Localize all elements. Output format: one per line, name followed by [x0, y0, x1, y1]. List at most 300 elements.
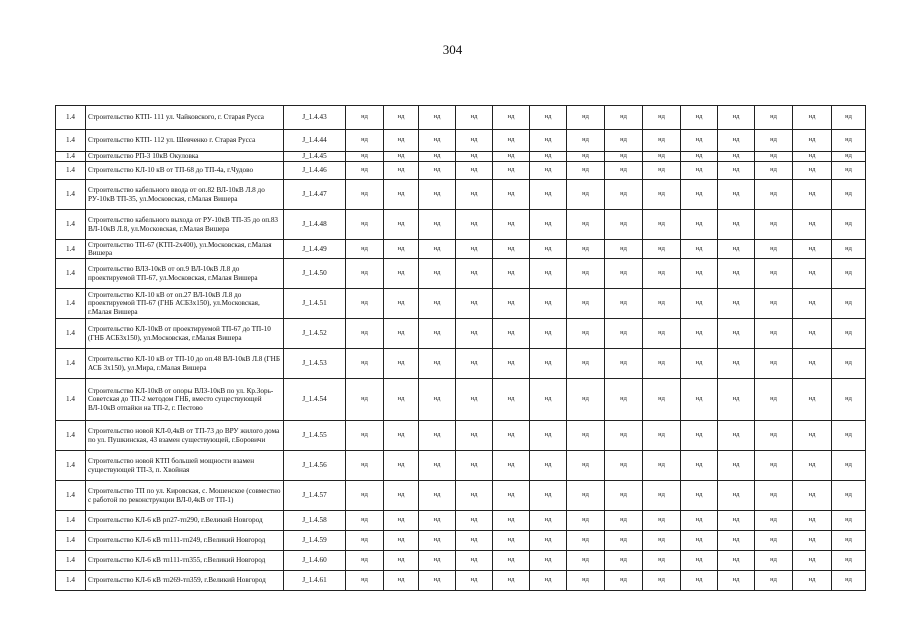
- value-cell: нд: [605, 210, 643, 240]
- section-cell: 1.4: [56, 531, 86, 551]
- value-cell: нд: [419, 349, 456, 379]
- value-cell: нд: [384, 551, 419, 571]
- value-cell: нд: [681, 106, 718, 130]
- value-cell: нд: [493, 289, 530, 319]
- value-cell: нд: [346, 240, 384, 259]
- value-cell: нд: [567, 421, 605, 451]
- value-cell: нд: [456, 349, 493, 379]
- table-row: [56, 511, 866, 531]
- value-cell: нд: [793, 531, 832, 551]
- value-cell: нд: [718, 421, 755, 451]
- project-code-cell: J_1.4.45: [284, 152, 346, 162]
- value-cell: нд: [643, 152, 681, 162]
- value-cell: нд: [681, 481, 718, 511]
- value-cell: нд: [832, 259, 866, 289]
- value-cell: нд: [605, 319, 643, 349]
- value-cell: нд: [605, 531, 643, 551]
- value-cell: нд: [718, 259, 755, 289]
- value-cell: нд: [346, 106, 384, 130]
- value-cell: нд: [681, 289, 718, 319]
- value-cell: нд: [346, 511, 384, 531]
- project-code-cell: J_1.4.61: [284, 571, 346, 591]
- value-cell: нд: [605, 511, 643, 531]
- section-cell: 1.4: [56, 511, 86, 531]
- value-cell: нд: [530, 531, 567, 551]
- value-cell: нд: [567, 379, 605, 421]
- value-cell: нд: [718, 349, 755, 379]
- value-cell: нд: [493, 162, 530, 180]
- value-cell: нд: [346, 130, 384, 152]
- value-cell: нд: [793, 106, 832, 130]
- value-cell: нд: [643, 259, 681, 289]
- value-cell: нд: [346, 152, 384, 162]
- value-cell: нд: [718, 531, 755, 551]
- project-code-cell: J_1.4.48: [284, 210, 346, 240]
- project-name-cell: Строительство КЛ-10 кВ от ТП-10 до оп.48 ВЛ-10кВ Л.8 (ГНБ АСБ 3х150), ул.Мира, г.Малая Вишера: [86, 349, 284, 379]
- value-cell: нд: [755, 421, 793, 451]
- project-name-cell: Строительство ТП-67 (КТП-2х400), ул.Московская, г.Малая Вишера: [86, 240, 284, 259]
- value-cell: нд: [605, 481, 643, 511]
- section-cell: 1.4: [56, 130, 86, 152]
- table-row: [56, 571, 866, 591]
- value-cell: нд: [681, 130, 718, 152]
- value-cell: нд: [346, 451, 384, 481]
- value-cell: нд: [793, 259, 832, 289]
- value-cell: нд: [493, 210, 530, 240]
- value-cell: нд: [456, 240, 493, 259]
- value-cell: нд: [456, 289, 493, 319]
- value-cell: нд: [384, 130, 419, 152]
- section-cell: 1.4: [56, 152, 86, 162]
- value-cell: нд: [718, 481, 755, 511]
- value-cell: нд: [755, 319, 793, 349]
- value-cell: нд: [832, 289, 866, 319]
- value-cell: нд: [793, 511, 832, 531]
- value-cell: нд: [832, 481, 866, 511]
- project-code-cell: J_1.4.43: [284, 106, 346, 130]
- value-cell: нд: [530, 162, 567, 180]
- project-code-cell: J_1.4.57: [284, 481, 346, 511]
- table-row: [56, 349, 866, 379]
- value-cell: нд: [567, 162, 605, 180]
- value-cell: нд: [530, 240, 567, 259]
- value-cell: нд: [456, 319, 493, 349]
- table-row: [56, 481, 866, 511]
- value-cell: нд: [643, 162, 681, 180]
- value-cell: нд: [419, 162, 456, 180]
- value-cell: нд: [456, 259, 493, 289]
- value-cell: нд: [718, 210, 755, 240]
- value-cell: нд: [681, 319, 718, 349]
- value-cell: нд: [718, 180, 755, 210]
- value-cell: нд: [567, 210, 605, 240]
- table-body: [56, 106, 866, 591]
- value-cell: нд: [567, 451, 605, 481]
- value-cell: нд: [681, 210, 718, 240]
- value-cell: нд: [567, 571, 605, 591]
- value-cell: нд: [755, 571, 793, 591]
- value-cell: нд: [832, 180, 866, 210]
- value-cell: нд: [456, 531, 493, 551]
- value-cell: нд: [419, 551, 456, 571]
- table-row: [56, 289, 866, 319]
- value-cell: нд: [456, 451, 493, 481]
- table-row: [56, 180, 866, 210]
- section-cell: 1.4: [56, 551, 86, 571]
- value-cell: нд: [793, 379, 832, 421]
- value-cell: нд: [755, 379, 793, 421]
- value-cell: нд: [832, 162, 866, 180]
- value-cell: нд: [530, 511, 567, 531]
- value-cell: нд: [346, 349, 384, 379]
- value-cell: нд: [605, 451, 643, 481]
- project-name-cell: Строительство КЛ-6 кВ рп27-тп290, г.Великий Новгород: [86, 511, 284, 531]
- value-cell: нд: [793, 451, 832, 481]
- section-cell: 1.4: [56, 319, 86, 349]
- value-cell: нд: [346, 571, 384, 591]
- value-cell: нд: [530, 349, 567, 379]
- value-cell: нд: [643, 289, 681, 319]
- section-cell: 1.4: [56, 349, 86, 379]
- value-cell: нд: [681, 152, 718, 162]
- value-cell: нд: [530, 289, 567, 319]
- value-cell: нд: [567, 180, 605, 210]
- value-cell: нд: [643, 319, 681, 349]
- value-cell: нд: [681, 551, 718, 571]
- value-cell: нд: [384, 106, 419, 130]
- value-cell: нд: [567, 152, 605, 162]
- value-cell: нд: [384, 481, 419, 511]
- value-cell: нд: [755, 152, 793, 162]
- table-row: [56, 451, 866, 481]
- value-cell: нд: [530, 421, 567, 451]
- value-cell: нд: [419, 531, 456, 551]
- value-cell: нд: [755, 289, 793, 319]
- value-cell: нд: [605, 289, 643, 319]
- value-cell: нд: [384, 511, 419, 531]
- value-cell: нд: [530, 180, 567, 210]
- value-cell: нд: [793, 421, 832, 451]
- value-cell: нд: [346, 289, 384, 319]
- value-cell: нд: [793, 571, 832, 591]
- value-cell: нд: [643, 421, 681, 451]
- value-cell: нд: [384, 152, 419, 162]
- value-cell: нд: [493, 451, 530, 481]
- value-cell: нд: [681, 511, 718, 531]
- value-cell: нд: [832, 451, 866, 481]
- value-cell: нд: [419, 180, 456, 210]
- value-cell: нд: [493, 106, 530, 130]
- value-cell: нд: [384, 451, 419, 481]
- project-name-cell: Строительство КЛ-10кВ от проектируемой ТП-67 до ТП-10 (ГНБ АСБ3х150), ул.Московская, г.Малая Вишера: [86, 319, 284, 349]
- value-cell: нд: [384, 379, 419, 421]
- value-cell: нд: [493, 511, 530, 531]
- project-code-cell: J_1.4.59: [284, 531, 346, 551]
- value-cell: нд: [456, 481, 493, 511]
- value-cell: нд: [643, 379, 681, 421]
- value-cell: нд: [493, 319, 530, 349]
- value-cell: нд: [567, 349, 605, 379]
- project-name-cell: Строительство КТП- 111 ул. Чайковского, г. Старая Русса: [86, 106, 284, 130]
- value-cell: нд: [346, 210, 384, 240]
- value-cell: нд: [456, 130, 493, 152]
- value-cell: нд: [643, 130, 681, 152]
- value-cell: нд: [456, 210, 493, 240]
- value-cell: нд: [718, 319, 755, 349]
- value-cell: нд: [530, 481, 567, 511]
- value-cell: нд: [605, 130, 643, 152]
- table-row: [56, 421, 866, 451]
- value-cell: нд: [832, 152, 866, 162]
- value-cell: нд: [346, 531, 384, 551]
- project-name-cell: Строительство кабельного выхода от РУ-10кВ ТП-35 до оп.83 ВЛ-10кВ Л.8, ул.Московская, г.Малая Вишера: [86, 210, 284, 240]
- value-cell: нд: [346, 379, 384, 421]
- project-code-cell: J_1.4.58: [284, 511, 346, 531]
- value-cell: нд: [384, 531, 419, 551]
- value-cell: нд: [755, 162, 793, 180]
- value-cell: нд: [384, 571, 419, 591]
- value-cell: нд: [605, 106, 643, 130]
- value-cell: нд: [832, 551, 866, 571]
- section-cell: 1.4: [56, 210, 86, 240]
- value-cell: нд: [755, 451, 793, 481]
- value-cell: нд: [643, 481, 681, 511]
- value-cell: нд: [718, 240, 755, 259]
- value-cell: нд: [832, 106, 866, 130]
- value-cell: нд: [605, 152, 643, 162]
- value-cell: нд: [755, 259, 793, 289]
- value-cell: нд: [567, 240, 605, 259]
- project-name-cell: Строительство КЛ-6 кВ тп111-тп249, г.Великий Новгород: [86, 531, 284, 551]
- value-cell: нд: [793, 152, 832, 162]
- value-cell: нд: [643, 511, 681, 531]
- value-cell: нд: [456, 162, 493, 180]
- value-cell: нд: [384, 180, 419, 210]
- project-name-cell: Строительство кабельного ввода от оп.82 ВЛ-10кВ Л.8 до РУ-10кВ ТП-35, ул.Московская, г.Малая Вишера: [86, 180, 284, 210]
- value-cell: нд: [419, 130, 456, 152]
- table-row: [56, 259, 866, 289]
- value-cell: нд: [346, 180, 384, 210]
- value-cell: нд: [643, 106, 681, 130]
- value-cell: нд: [681, 421, 718, 451]
- value-cell: нд: [718, 106, 755, 130]
- project-code-cell: J_1.4.60: [284, 551, 346, 571]
- value-cell: нд: [567, 551, 605, 571]
- table-row: [56, 240, 866, 259]
- section-cell: 1.4: [56, 162, 86, 180]
- value-cell: нд: [419, 259, 456, 289]
- value-cell: нд: [755, 511, 793, 531]
- value-cell: нд: [832, 511, 866, 531]
- value-cell: нд: [530, 106, 567, 130]
- value-cell: нд: [605, 551, 643, 571]
- value-cell: нд: [793, 210, 832, 240]
- value-cell: нд: [793, 289, 832, 319]
- value-cell: нд: [718, 379, 755, 421]
- value-cell: нд: [832, 531, 866, 551]
- value-cell: нд: [832, 349, 866, 379]
- value-cell: нд: [718, 511, 755, 531]
- value-cell: нд: [605, 162, 643, 180]
- project-code-cell: J_1.4.55: [284, 421, 346, 451]
- project-name-cell: Строительство РП-3 10кВ Окуловка: [86, 152, 284, 162]
- value-cell: нд: [681, 571, 718, 591]
- value-cell: нд: [419, 106, 456, 130]
- value-cell: нд: [718, 152, 755, 162]
- value-cell: нд: [530, 571, 567, 591]
- value-cell: нд: [384, 349, 419, 379]
- project-code-cell: J_1.4.50: [284, 259, 346, 289]
- section-cell: 1.4: [56, 451, 86, 481]
- value-cell: нд: [755, 551, 793, 571]
- value-cell: нд: [793, 319, 832, 349]
- table-row: [56, 379, 866, 421]
- value-cell: нд: [681, 259, 718, 289]
- value-cell: нд: [493, 180, 530, 210]
- section-cell: 1.4: [56, 481, 86, 511]
- value-cell: нд: [384, 162, 419, 180]
- value-cell: нд: [718, 162, 755, 180]
- value-cell: нд: [755, 240, 793, 259]
- table-row: [56, 162, 866, 180]
- value-cell: нд: [832, 210, 866, 240]
- value-cell: нд: [755, 180, 793, 210]
- value-cell: нд: [605, 571, 643, 591]
- value-cell: нд: [605, 349, 643, 379]
- section-cell: 1.4: [56, 571, 86, 591]
- value-cell: нд: [605, 240, 643, 259]
- value-cell: нд: [530, 379, 567, 421]
- value-cell: нд: [832, 379, 866, 421]
- value-cell: нд: [456, 180, 493, 210]
- value-cell: нд: [718, 571, 755, 591]
- project-name-cell: Строительство КЛ-10 кВ от оп.27 ВЛ-10кВ Л.8 до проектируемой ТП-67 (ГНБ АСБ3х150), ул.Московская, г.Малая Вишера: [86, 289, 284, 319]
- value-cell: нд: [493, 421, 530, 451]
- value-cell: нд: [755, 130, 793, 152]
- value-cell: нд: [718, 130, 755, 152]
- value-cell: нд: [643, 571, 681, 591]
- value-cell: нд: [456, 106, 493, 130]
- value-cell: нд: [793, 130, 832, 152]
- value-cell: нд: [530, 152, 567, 162]
- value-cell: нд: [643, 240, 681, 259]
- value-cell: нд: [793, 349, 832, 379]
- value-cell: нд: [419, 319, 456, 349]
- value-cell: нд: [456, 511, 493, 531]
- value-cell: нд: [755, 106, 793, 130]
- value-cell: нд: [643, 551, 681, 571]
- project-code-cell: J_1.4.52: [284, 319, 346, 349]
- section-cell: 1.4: [56, 289, 86, 319]
- value-cell: нд: [530, 130, 567, 152]
- value-cell: нд: [384, 210, 419, 240]
- project-code-cell: J_1.4.49: [284, 240, 346, 259]
- value-cell: нд: [567, 319, 605, 349]
- value-cell: нд: [419, 210, 456, 240]
- value-cell: нд: [681, 240, 718, 259]
- value-cell: нд: [419, 481, 456, 511]
- value-cell: нд: [493, 259, 530, 289]
- project-name-cell: Строительство новой КЛ-0,4кВ от ТП-73 до ВРУ жилого дома по ул. Пушкинская, 43 взамен существующей, г.Боровичи: [86, 421, 284, 451]
- value-cell: нд: [493, 152, 530, 162]
- value-cell: нд: [456, 421, 493, 451]
- value-cell: нд: [718, 451, 755, 481]
- table-row: [56, 531, 866, 551]
- value-cell: нд: [832, 571, 866, 591]
- table-row: [56, 319, 866, 349]
- value-cell: нд: [832, 319, 866, 349]
- value-cell: нд: [493, 379, 530, 421]
- section-cell: 1.4: [56, 240, 86, 259]
- value-cell: нд: [384, 319, 419, 349]
- section-cell: 1.4: [56, 379, 86, 421]
- value-cell: нд: [419, 289, 456, 319]
- value-cell: нд: [419, 379, 456, 421]
- project-name-cell: Строительство КТП- 112 ул. Шевченко г. Старая Русса: [86, 130, 284, 152]
- section-cell: 1.4: [56, 106, 86, 130]
- section-cell: 1.4: [56, 180, 86, 210]
- project-code-cell: J_1.4.47: [284, 180, 346, 210]
- table-row: [56, 210, 866, 240]
- value-cell: нд: [567, 259, 605, 289]
- project-code-cell: J_1.4.51: [284, 289, 346, 319]
- table-row: [56, 551, 866, 571]
- project-name-cell: Строительство КЛ-6 кВ тп111-тп355, г.Великий Новгород: [86, 551, 284, 571]
- value-cell: нд: [567, 531, 605, 551]
- value-cell: нд: [346, 481, 384, 511]
- value-cell: нд: [384, 240, 419, 259]
- value-cell: нд: [530, 451, 567, 481]
- section-cell: 1.4: [56, 259, 86, 289]
- value-cell: нд: [456, 551, 493, 571]
- value-cell: нд: [493, 551, 530, 571]
- value-cell: нд: [419, 451, 456, 481]
- value-cell: нд: [681, 349, 718, 379]
- value-cell: нд: [681, 379, 718, 421]
- value-cell: нд: [493, 349, 530, 379]
- value-cell: нд: [793, 180, 832, 210]
- section-cell: 1.4: [56, 421, 86, 451]
- value-cell: нд: [346, 421, 384, 451]
- value-cell: нд: [493, 481, 530, 511]
- table-row: [56, 106, 866, 130]
- value-cell: нд: [643, 349, 681, 379]
- value-cell: нд: [346, 551, 384, 571]
- value-cell: нд: [643, 531, 681, 551]
- value-cell: нд: [755, 531, 793, 551]
- value-cell: нд: [530, 319, 567, 349]
- project-code-cell: J_1.4.54: [284, 379, 346, 421]
- value-cell: нд: [718, 551, 755, 571]
- value-cell: нд: [419, 571, 456, 591]
- project-name-cell: Строительство КЛ-10кВ от опоры ВЛЗ-10кВ по ул. Кр.Зорь-Советская до ТП-2 методом ГНБ, вместо существующей ВЛ-10кВ отпайки на ТП-2, г. Пестово: [86, 379, 284, 421]
- value-cell: нд: [456, 379, 493, 421]
- value-cell: нд: [793, 240, 832, 259]
- value-cell: нд: [832, 130, 866, 152]
- value-cell: нд: [643, 451, 681, 481]
- value-cell: нд: [493, 571, 530, 591]
- value-cell: нд: [755, 349, 793, 379]
- value-cell: нд: [718, 289, 755, 319]
- value-cell: нд: [384, 259, 419, 289]
- value-cell: нд: [793, 481, 832, 511]
- value-cell: нд: [755, 481, 793, 511]
- value-cell: нд: [530, 210, 567, 240]
- value-cell: нд: [681, 531, 718, 551]
- investment-projects-table: [55, 105, 866, 591]
- value-cell: нд: [681, 162, 718, 180]
- value-cell: нд: [605, 421, 643, 451]
